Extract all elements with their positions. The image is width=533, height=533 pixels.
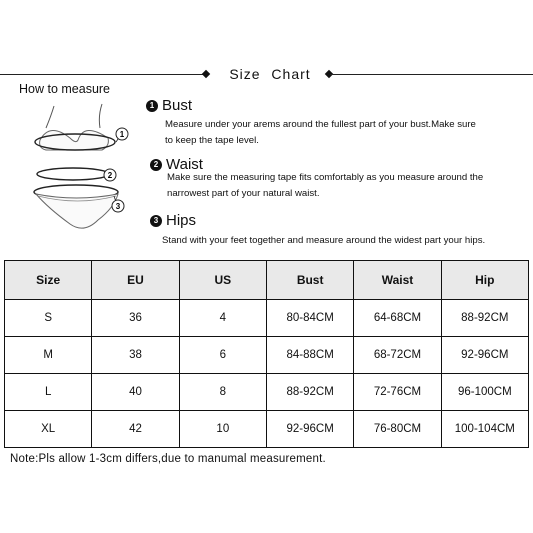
bust-desc-line: Measure under your arems around the fullest part of your bust.Make sure bbox=[165, 119, 476, 130]
table-cell: 88-92CM bbox=[266, 374, 353, 411]
table-cell: M bbox=[5, 337, 92, 374]
table-cell: 76-80CM bbox=[354, 411, 441, 448]
table-cell: 96-100CM bbox=[441, 374, 528, 411]
table-cell: 8 bbox=[179, 374, 266, 411]
chart-title: Size Chart bbox=[229, 66, 311, 82]
bikini-measure-figure bbox=[18, 98, 138, 238]
table-cell: 36 bbox=[92, 300, 179, 337]
table-row bbox=[5, 300, 529, 337]
table-cell: 4 bbox=[179, 300, 266, 337]
title-divider-left bbox=[0, 74, 205, 75]
hips-desc-line: Stand with your feet together and measure around the widest part your hips. bbox=[162, 235, 486, 246]
table-cell: 6 bbox=[179, 337, 266, 374]
hips-description bbox=[162, 233, 485, 249]
table-row bbox=[5, 411, 529, 448]
table-cell: S bbox=[5, 300, 92, 337]
marker-2-label: 2 bbox=[107, 171, 113, 180]
bust-label: Bust bbox=[162, 97, 193, 114]
measurement-note: Note:Pls allow 1-3cm differs,due to manumal measurement. bbox=[10, 453, 326, 465]
table-cell: 42 bbox=[92, 411, 179, 448]
bust-heading bbox=[146, 97, 192, 114]
table-header-row bbox=[5, 261, 529, 300]
header-waist: Waist bbox=[354, 261, 441, 300]
header-us: US bbox=[179, 261, 266, 300]
title-divider-right bbox=[330, 74, 533, 75]
marker-1-label: 1 bbox=[119, 130, 125, 139]
header-size: Size bbox=[5, 261, 92, 300]
table-cell: 64-68CM bbox=[354, 300, 441, 337]
table-cell: 72-76CM bbox=[354, 374, 441, 411]
table-cell: 68-72CM bbox=[354, 337, 441, 374]
header-eu: EU bbox=[92, 261, 179, 300]
table-cell: 40 bbox=[92, 374, 179, 411]
number-1-icon: 1 bbox=[146, 100, 158, 112]
header-hip: Hip bbox=[441, 261, 528, 300]
table-cell: 38 bbox=[92, 337, 179, 374]
marker-3-label: 3 bbox=[115, 202, 121, 211]
diamond-icon bbox=[202, 70, 210, 78]
table-cell: 100-104CM bbox=[441, 411, 528, 448]
how-to-measure-label: How to measure bbox=[19, 82, 111, 96]
header-bust: Bust bbox=[266, 261, 353, 300]
table-cell: 92-96CM bbox=[266, 411, 353, 448]
hips-heading bbox=[150, 212, 196, 229]
waist-desc-line: narrowest part of your natural waist. bbox=[167, 188, 320, 199]
number-3-icon: 3 bbox=[150, 215, 162, 227]
table-row bbox=[5, 337, 529, 374]
table-cell: XL bbox=[5, 411, 92, 448]
table-cell: 80-84CM bbox=[266, 300, 353, 337]
table-cell: 10 bbox=[179, 411, 266, 448]
table-cell: 84-88CM bbox=[266, 337, 353, 374]
hips-label: Hips bbox=[166, 212, 197, 229]
table-row bbox=[5, 374, 529, 411]
size-table bbox=[4, 260, 529, 448]
table-cell: 92-96CM bbox=[441, 337, 528, 374]
table-cell: 88-92CM bbox=[441, 300, 528, 337]
number-2-icon: 2 bbox=[150, 159, 162, 171]
table-cell: L bbox=[5, 374, 92, 411]
waist-description bbox=[167, 170, 483, 202]
waist-desc-line: Make sure the measuring tape fits comfortably as you measure around the bbox=[167, 172, 484, 183]
bust-desc-line: to keep the tape level. bbox=[165, 135, 259, 146]
bust-description bbox=[165, 117, 476, 149]
waist-label: Waist bbox=[166, 156, 203, 173]
